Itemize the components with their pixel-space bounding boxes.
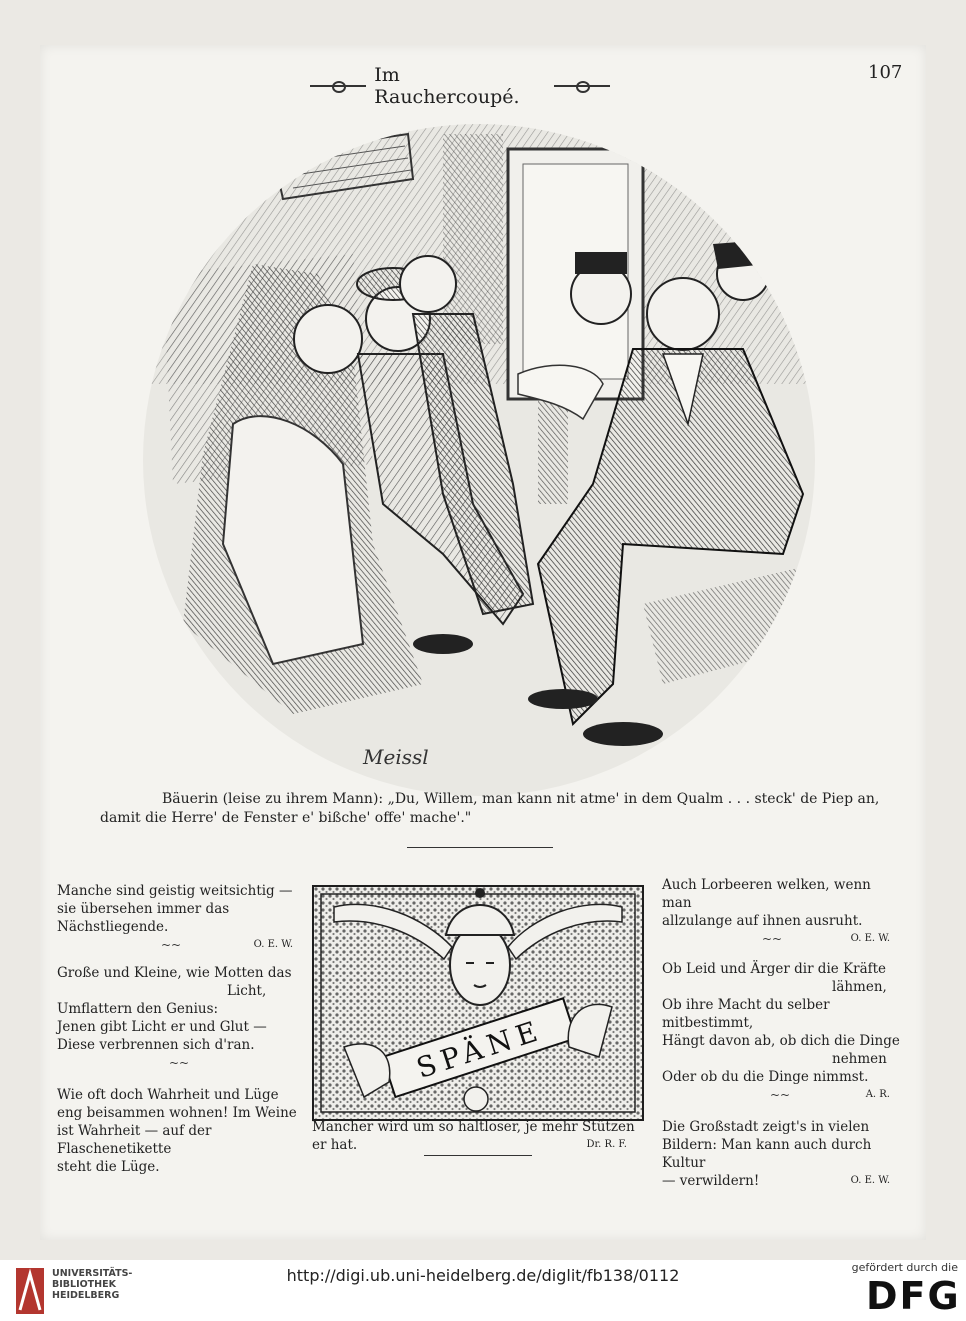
poem-line: Jenen gibt Licht er und Glut —: [57, 1019, 267, 1035]
aphorism-line: steht die Lüge.: [57, 1159, 160, 1175]
section-divider: [424, 1155, 532, 1156]
author-signature: Dr. R. F.: [586, 1139, 627, 1150]
running-header: [310, 64, 610, 108]
poem-line: Umflattern den Genius:: [57, 1001, 219, 1017]
aphorism-line: eng beisammen wohnen! Im Weine: [57, 1105, 297, 1121]
aphorism-line: — verwildern!: [662, 1173, 760, 1189]
library-name-line: BIBLIOTHEK: [52, 1279, 116, 1290]
aphorism-line: allzulange auf ihnen ausruht.: [662, 913, 863, 929]
center-quote: [312, 1118, 642, 1154]
author-signature: A. R.: [865, 1089, 890, 1100]
aphorism-line: Auch Lorbeeren welken, wenn man: [662, 877, 871, 911]
poem-line: Hängt davon ab, ob dich die Dinge: [662, 1033, 900, 1049]
quote-footer: [312, 1136, 642, 1154]
poem-line: nehmen: [832, 1051, 887, 1067]
running-title: Im Rauchercoupé.: [374, 64, 520, 108]
page-number: 107: [868, 62, 903, 83]
author-signature: O. E. W.: [850, 933, 890, 944]
tilde-ornament: ~~: [169, 1056, 190, 1070]
railway-compartment-illustration: [143, 124, 815, 796]
aphorism-line: Wie oft doch Wahrheit und Lüge: [57, 1087, 279, 1103]
dfg-logo: DFG: [866, 1274, 961, 1318]
right-column: [662, 876, 902, 1190]
left-column: [57, 882, 305, 1176]
aphorism-line: sie übersehen immer das Nächstliegende.: [57, 901, 230, 935]
poem-footer: [662, 1086, 902, 1104]
funding-note: gefördert durch die: [851, 1261, 958, 1274]
vignette-title: SPÄNE: [412, 1013, 547, 1085]
aphorism-footer: [57, 936, 305, 954]
tilde-ornament: ~~: [161, 938, 182, 952]
poem-line: Oder ob du die Dinge nimmst.: [662, 1069, 869, 1085]
aphorism-footer: [662, 1172, 902, 1190]
vignette-drawing: [314, 887, 642, 1119]
aphorism-footer: [662, 930, 902, 948]
poem-line: Licht,: [227, 983, 267, 999]
header-ornament-left: [310, 81, 366, 91]
caption-line-1: Bäuerin (leise zu ihrem Mann): „Du, Willem, man kann nit atme' in dem Qualm . . . steck' de Piep an,: [162, 791, 880, 807]
library-name-line: UNIVERSITÄTS-: [52, 1268, 133, 1279]
poem-line: Ob Leid und Ärger dir die Kräfte: [662, 961, 887, 977]
tilde-ornament: ~~: [770, 1088, 791, 1102]
quote-line: er hat.: [312, 1137, 358, 1153]
poem-line: Ob ihre Macht du selber mitbestimmt,: [662, 997, 830, 1031]
author-signature: O. E. W.: [253, 939, 293, 950]
aphorism-line: Die Großstadt zeigt's in vielen: [662, 1119, 870, 1135]
artist-signature: Meissl: [363, 745, 429, 769]
caption-line-2: damit die Herre' de Fenster e' bißche' offe' mache'.": [100, 810, 472, 826]
tilde-ornament: ~~: [762, 932, 783, 946]
aphorism-line: Manche sind geistig weitsichtig —: [57, 883, 293, 899]
author-signature: O. E. W.: [850, 1175, 890, 1186]
quote-line: Mancher wird um so haltloser, je mehr Stützen: [312, 1119, 635, 1135]
poem-line: Große und Kleine, wie Motten das: [57, 965, 292, 981]
section-divider: [407, 847, 553, 848]
illustration-drawing: [143, 124, 815, 796]
library-name-line: HEIDELBERG: [52, 1290, 120, 1301]
header-ornament-right: [554, 81, 610, 91]
source-url-link[interactable]: http://digi.ub.uni-heidelberg.de/diglit/fb138/0112: [286, 1266, 680, 1285]
aphorism-line: Bildern: Man kann auch durch Kultur: [662, 1137, 872, 1171]
aphorism-line: ist Wahrheit — auf der Flaschenetikette: [57, 1123, 212, 1157]
poem-line: Diese verbrennen sich d'ran.: [57, 1037, 255, 1053]
illustration-caption: [100, 790, 890, 828]
spaene-vignette: [312, 885, 644, 1121]
poem-line: lähmen,: [832, 979, 887, 995]
